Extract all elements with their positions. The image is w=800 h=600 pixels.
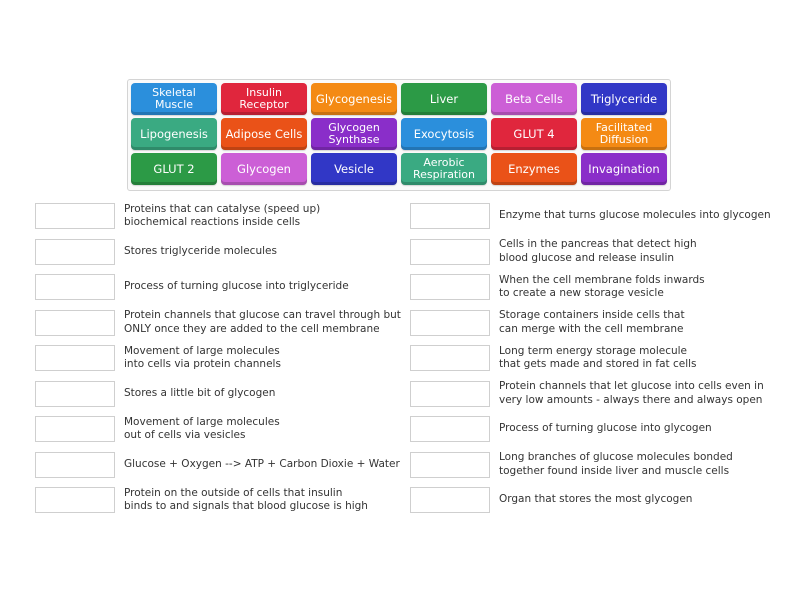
tile-glut-4[interactable]: GLUT 4 [491,118,577,150]
tile-skeletal-muscle[interactable]: Skeletal Muscle [131,83,217,115]
clue-text: Movement of large molecules out of cells via vesicles [124,415,280,441]
clue-text: Protein channels that let glucose into cells even in very low amounts - always there and always open [499,380,764,406]
clue-text: Movement of large molecules into cells via protein channels [124,344,281,370]
drop-slot[interactable] [410,239,490,265]
clue-text: Long term energy storage molecule that gets made and stored in fat cells [499,344,697,370]
tile-invagination[interactable]: Invagination [581,153,667,185]
tile-adipose-cells[interactable]: Adipose Cells [221,118,307,150]
clue-text: Organ that stores the most glycogen [499,493,693,505]
drop-slot[interactable] [410,310,490,336]
drop-slot[interactable] [410,274,490,300]
clue-text: Protein channels that glucose can travel through but ONLY once they are added to the cell membrane [124,309,401,335]
tile-insulin-receptor[interactable]: Insulin Receptor [221,83,307,115]
drop-slot[interactable] [35,416,115,442]
clue-text: Process of turning glucose into triglyceride [124,280,349,292]
tile-glycogen[interactable]: Glycogen [221,153,307,185]
clue-text: Process of turning glucose into glycogen [499,422,712,434]
clue-text: Storage containers inside cells that can merge with the cell membrane [499,309,685,335]
clue-text: Long branches of glucose molecules bonded together found inside liver and muscle cells [499,451,733,477]
drop-slot[interactable] [410,487,490,513]
clue-text: Cells in the pancreas that detect high blood glucose and release insulin [499,238,697,264]
drop-slot[interactable] [35,310,115,336]
drop-slot[interactable] [410,345,490,371]
drop-slot[interactable] [410,416,490,442]
drop-slot[interactable] [35,203,115,229]
tile-exocytosis[interactable]: Exocytosis [401,118,487,150]
tile-facilitated-diffusion[interactable]: Facilitated Diffusion [581,118,667,150]
tile-enzymes[interactable]: Enzymes [491,153,577,185]
drop-slot[interactable] [35,239,115,265]
clue-text: When the cell membrane folds inwards to create a new storage vesicle [499,273,705,299]
clue-text: Enzyme that turns glucose molecules into glycogen [499,209,771,221]
tile-glycogenesis[interactable]: Glycogenesis [311,83,397,115]
drop-slot[interactable] [410,203,490,229]
tile-glycogen-synthase[interactable]: Glycogen Synthase [311,118,397,150]
drop-slot[interactable] [35,452,115,478]
clue-text: Stores triglyceride molecules [124,244,277,257]
tile-liver[interactable]: Liver [401,83,487,115]
word-bank [127,79,671,191]
drop-slot[interactable] [35,274,115,300]
drop-slot[interactable] [410,381,490,407]
clue-text: Glucose + Oxygen --> ATP + Carbon Dioxie + Water [124,457,400,470]
drop-slot[interactable] [410,452,490,478]
tile-lipogenesis[interactable]: Lipogenesis [131,118,217,150]
drop-slot[interactable] [35,487,115,513]
tile-beta-cells[interactable]: Beta Cells [491,83,577,115]
drop-slot[interactable] [35,345,115,371]
tile-aerobic-respiration[interactable]: Aerobic Respiration [401,153,487,185]
tile-vesicle[interactable]: Vesicle [311,153,397,185]
clue-text: Proteins that can catalyse (speed up) biochemical reactions inside cells [124,202,321,228]
clue-text: Protein on the outside of cells that insulin binds to and signals that blood glucose is high [124,486,368,512]
clue-text: Stores a little bit of glycogen [124,386,276,399]
tile-triglyceride[interactable]: Triglyceride [581,83,667,115]
tile-glut-2[interactable]: GLUT 2 [131,153,217,185]
drop-slot[interactable] [35,381,115,407]
